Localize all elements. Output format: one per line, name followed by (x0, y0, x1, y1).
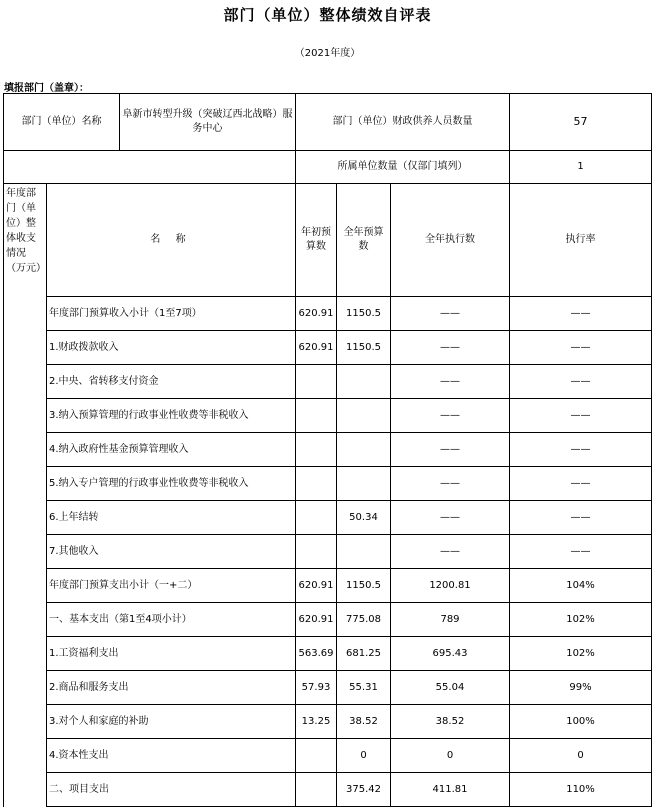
dept-name-label: 部门（单位）名称 (4, 94, 120, 151)
page-title: 部门（单位）整体绩效自评表 (223, 6, 432, 24)
row-execution-rate: 102% (510, 603, 652, 637)
row-execution-rate: 99% (510, 671, 652, 705)
row-execution-rate: —— (510, 501, 652, 535)
table-row (4, 569, 652, 603)
row-annual-execution: —— (391, 433, 510, 467)
row-annual-budget: 0 (337, 739, 391, 773)
row-name: 4.资本性支出 (47, 739, 296, 773)
row-annual-budget: 775.08 (337, 603, 391, 637)
row-annual-budget (337, 535, 391, 569)
row-annual-execution: 1200.81 (391, 569, 510, 603)
row-initial-budget (296, 399, 337, 433)
row-initial-budget: 563.69 (296, 637, 337, 671)
row-annual-budget: 38.52 (337, 705, 391, 739)
row-initial-budget (296, 467, 337, 501)
row-initial-budget (296, 739, 337, 773)
row-annual-budget (337, 467, 391, 501)
row-execution-rate: —— (510, 467, 652, 501)
row-name: 2.商品和服务支出 (47, 671, 296, 705)
performance-table (3, 93, 652, 807)
table-row (4, 773, 652, 807)
table-row (4, 671, 652, 705)
row-initial-budget: 57.93 (296, 671, 337, 705)
row-execution-rate: —— (510, 399, 652, 433)
row-annual-execution: —— (391, 365, 510, 399)
table-row (4, 433, 652, 467)
table-row (4, 365, 652, 399)
row-annual-execution: —— (391, 501, 510, 535)
row-execution-rate: —— (510, 365, 652, 399)
row-annual-budget (337, 399, 391, 433)
sub-units-label: 所属单位数量（仅部门填列） (296, 151, 510, 184)
sub-units-value: 1 (510, 151, 652, 184)
row-annual-budget (337, 433, 391, 467)
row-initial-budget: 620.91 (296, 331, 337, 365)
row-name: 4.纳入政府性基金预算管理收入 (47, 433, 296, 467)
header-annual-budget: 全年预算数 (337, 184, 391, 297)
row-initial-budget: 620.91 (296, 569, 337, 603)
row-initial-budget (296, 535, 337, 569)
row-annual-budget: 375.42 (337, 773, 391, 807)
staff-count-value: 57 (510, 94, 652, 151)
row-execution-rate: —— (510, 535, 652, 569)
row-name: 7.其他收入 (47, 535, 296, 569)
row-execution-rate: 100% (510, 705, 652, 739)
row-annual-execution: 38.52 (391, 705, 510, 739)
side-label (4, 184, 47, 807)
row-annual-budget: 1150.5 (337, 297, 391, 331)
row-execution-rate: 102% (510, 637, 652, 671)
row-initial-budget: 620.91 (296, 297, 337, 331)
row-annual-budget: 1150.5 (337, 331, 391, 365)
row-name: 1.工资福利支出 (47, 637, 296, 671)
table-row (4, 739, 652, 773)
row-initial-budget (296, 773, 337, 807)
row-initial-budget (296, 433, 337, 467)
table-row (4, 603, 652, 637)
table-row (4, 331, 652, 365)
row-execution-rate: —— (510, 433, 652, 467)
table-row (4, 297, 652, 331)
row-annual-execution: —— (391, 467, 510, 501)
row-execution-rate: —— (510, 297, 652, 331)
row-initial-budget (296, 501, 337, 535)
row-name: 年度部门预算支出小计（一+二） (47, 569, 296, 603)
row-annual-execution: 0 (391, 739, 510, 773)
blank-cell (4, 151, 296, 184)
report-year: （2021年度） (294, 48, 361, 59)
row-name: 3.对个人和家庭的补助 (47, 705, 296, 739)
row-name: 6.上年结转 (47, 501, 296, 535)
row-initial-budget: 13.25 (296, 705, 337, 739)
row-annual-execution: —— (391, 297, 510, 331)
row-annual-execution: 411.81 (391, 773, 510, 807)
staff-count-label: 部门（单位）财政供养人员数量 (296, 94, 510, 151)
table-row (4, 637, 652, 671)
side-label-text: 年度部门（单位）整体收支情况（万元） (6, 188, 46, 274)
row-annual-budget: 55.31 (337, 671, 391, 705)
row-annual-execution: —— (391, 331, 510, 365)
row-name: 二、项目支出 (47, 773, 296, 807)
header-initial-budget: 年初预算数 (296, 184, 337, 297)
row-execution-rate: 110% (510, 773, 652, 807)
row-initial-budget: 620.91 (296, 603, 337, 637)
header-name: 名 称 (47, 184, 296, 297)
filling-department-label: 填报部门（盖章）： (4, 83, 89, 94)
dept-name-value: 阜新市转型升级（突破辽西北战略）服务中心 (120, 94, 296, 151)
table-row (4, 535, 652, 569)
row-name: 3.纳入预算管理的行政事业性收费等非税收入 (47, 399, 296, 433)
row-annual-execution: —— (391, 535, 510, 569)
table-row (4, 467, 652, 501)
row-annual-budget: 681.25 (337, 637, 391, 671)
table-row (4, 705, 652, 739)
row-execution-rate: 104% (510, 569, 652, 603)
table-row (4, 501, 652, 535)
row-name: 一、基本支出（第1至4项小计） (47, 603, 296, 637)
row-annual-budget (337, 365, 391, 399)
row-annual-budget: 1150.5 (337, 569, 391, 603)
row-initial-budget (296, 365, 337, 399)
row-annual-execution: 789 (391, 603, 510, 637)
row-annual-execution: 695.43 (391, 637, 510, 671)
header-annual-execution: 全年执行数 (391, 184, 510, 297)
row-execution-rate: 0 (510, 739, 652, 773)
row-annual-budget: 50.34 (337, 501, 391, 535)
row-annual-execution: 55.04 (391, 671, 510, 705)
header-execution-rate: 执行率 (510, 184, 652, 297)
table-row (4, 399, 652, 433)
row-name: 5.纳入专户管理的行政事业性收费等非税收入 (47, 467, 296, 501)
row-name: 年度部门预算收入小计（1至7项） (47, 297, 296, 331)
row-name: 2.中央、省转移支付资金 (47, 365, 296, 399)
row-annual-execution: —— (391, 399, 510, 433)
row-name: 1.财政拨款收入 (47, 331, 296, 365)
row-execution-rate: —— (510, 331, 652, 365)
